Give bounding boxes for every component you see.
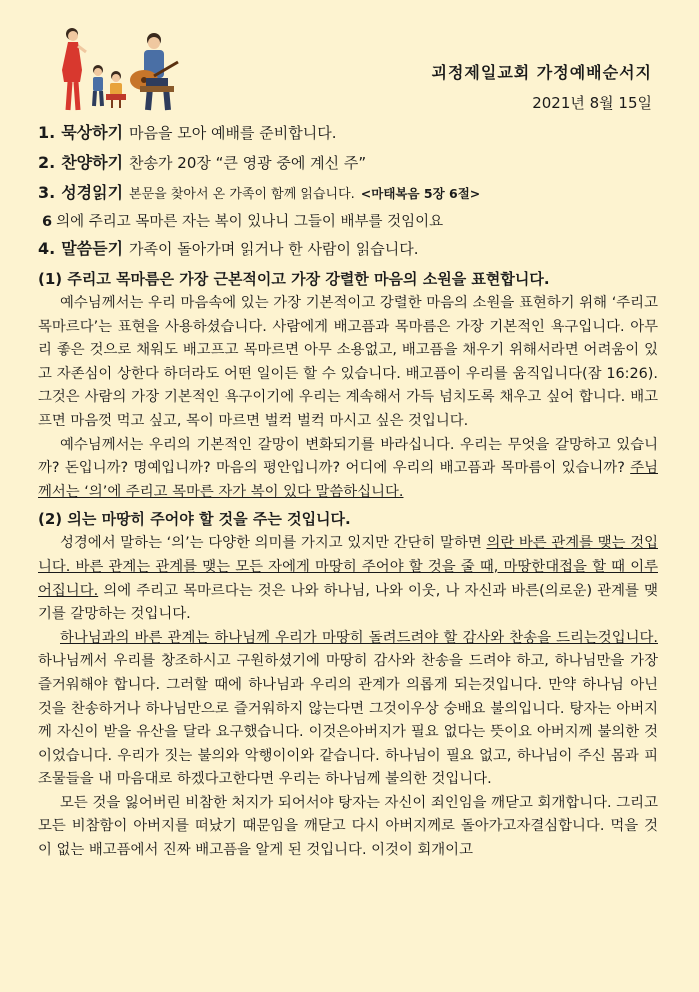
step-number: 2.: [38, 153, 56, 172]
step-bible-reading: [38, 178, 658, 210]
underlined-text: 주님께서는 ‘의’에 주리고 목마른 자가 복이 있다 말씀하십니다.: [38, 460, 658, 500]
step-meditation: [38, 118, 658, 148]
step-title: 성경읽기: [61, 183, 124, 202]
step-title: 찬양하기: [61, 153, 124, 172]
section-heading-2: (2) 의는 마땅히 주어야 할 것을 주는 것입니다.: [38, 510, 351, 529]
step-text: 가족이 돌아가며 읽거나 한 사람이 읽습니다.: [129, 240, 419, 258]
paragraph: [38, 627, 658, 792]
step-number: 1.: [38, 123, 56, 142]
verse-text: 의에 주리고 목마른 자는 복이 있나니 그들이 배부를 것임이요: [56, 214, 444, 230]
underlined-text: 의란 바른 관계를 맺는 것입니다. 바른 관계는 관계를 맺는 모든 자에게 마땅히 주어야 할 것을 줄 때, 마땅한대접을 할 때 이루어집니다.: [38, 535, 658, 599]
scripture-reference: <마태복음 5장 6절>: [360, 186, 481, 201]
paragraph: [38, 292, 658, 434]
paragraph-text: 성경에서 말하는 ‘의’는 다양한 의미를 가지고 있지만 간단히 말하면: [60, 535, 487, 552]
step-text: 찬송가 20장 “큰 영광 중에 계신 주”: [129, 154, 367, 172]
paragraph: [38, 434, 658, 505]
church-title: 괴정제일교회 가정예배순서지: [431, 63, 652, 82]
worship-date: 2021년 8월 15일: [532, 94, 652, 112]
paragraph-text: 의에 주리고 목마르다는 것은 나와 하나님, 나와 이웃, 나 자신과 바른(의로운) 관계를 맺기를 갈망하는 것입니다.: [38, 582, 658, 623]
step-title: 묵상하기: [61, 123, 124, 142]
worship-content: [38, 118, 658, 863]
section-heading-1: (1) 주리고 목마름은 가장 근본적이고 가장 강렬한 마음의 소원을 표현합니다.: [38, 270, 550, 288]
paragraph-text: 모든 것을 잃어버린 비참한 처지가 되어서야 탕자는 자신이 죄인임을 깨닫고 회개합니다. 그리고 모든 비참함이 아버지를 떠났기 때문임을 깨닫고 다시 아버지께로 돌아가고자결심합니다. 먹을 것이 없는 배고픔에서 진짜 배고픔을 알게 된 것입니다. 이것이 회개이고: [38, 794, 658, 859]
underlined-text: 하나님과의 바른 관계는 하나님께 우리가 마땅히 돌려드려야 할 감사와 찬송을 드리는것입니다.: [60, 629, 658, 646]
step-number: 3.: [38, 183, 56, 202]
step-praise: [38, 148, 658, 178]
step-text: 본문을 찾아서 온 가족이 함께 읽습니다.: [129, 187, 355, 202]
family-worship-illustration: [50, 22, 190, 118]
verse-number: 6: [42, 214, 53, 230]
step-number: 4.: [38, 239, 56, 258]
step-text: 마음을 모아 예배를 준비합니다.: [129, 124, 337, 142]
paragraph-text: 하나님께서 우리를 창조하시고 구원하셨기에 마땅히 감사와 찬송을 드려야 하고, 하나님만을 가장 즐거워해야 합니다. 그러할 때에 하나님과 우리의 관계가 의롭게 되는것입니다. 만약 하나님 아닌 것을 찬송하거나 하나님만으로 즐거워하지 않는다면 그것이우상 숭배요 불의입니다. 탕자는 아버지께 자신이 받을 유산을 달라 요구했습니다. 이것은아버지가 필요 없다는 뜻이요 아버지께 불의한 것이었습니다. 우리가 짓는 불의와 악행이이와 같습니다. 하나님이 필요 없고, 하나님이 주신 몸과 피조물들을 내 마음대로 하겠다고한다면 우리는 하나님께 불의한 것입니다.: [38, 653, 658, 788]
step-title: 말씀듣기: [61, 239, 124, 258]
step-sermon: [38, 234, 658, 264]
paragraph-text: 예수님께서는 우리의 기본적인 갈망이 변화되기를 바라십니다. 우리는 무엇을 갈망하고 있습니까? 돈입니까? 명예입니까? 마음의 평안입니까? 어디에 우리의 배고픔과 목마름이 있습니까?: [38, 436, 658, 477]
paragraph-text: 예수님께서는 우리 마음속에 있는 가장 기본적이고 강렬한 마음의 소원을 표현하기 위해 ‘주리고 목마르다’는 표현을 사용하셨습니다. 사람에게 배고픔과 목마름은 가장 기본적인 욕구입니다. 아무리 좋은 것으로 채워도 배고프고 목마르면 아무 소용없고, 배고픔을 채우기 위해서라면 어려움이 있고 자존심이 상한다 하더라도 어떤 일이든 할 수 있습니다. 배고픔이 우리를 움직입니다(잠 16:26). 그것은 사람의 가장 기본적인 욕구이기에 우리는 계속해서 가득 넘치도록 채우고 싶어 합니다. 배고프면 마음껏 먹고 싶고, 목이 마르면 벌컥 벌컥 마시고 싶은 것입니다.: [38, 295, 658, 429]
scripture-verse: [38, 210, 658, 234]
paragraph: [38, 792, 658, 863]
paragraph: [38, 532, 658, 626]
